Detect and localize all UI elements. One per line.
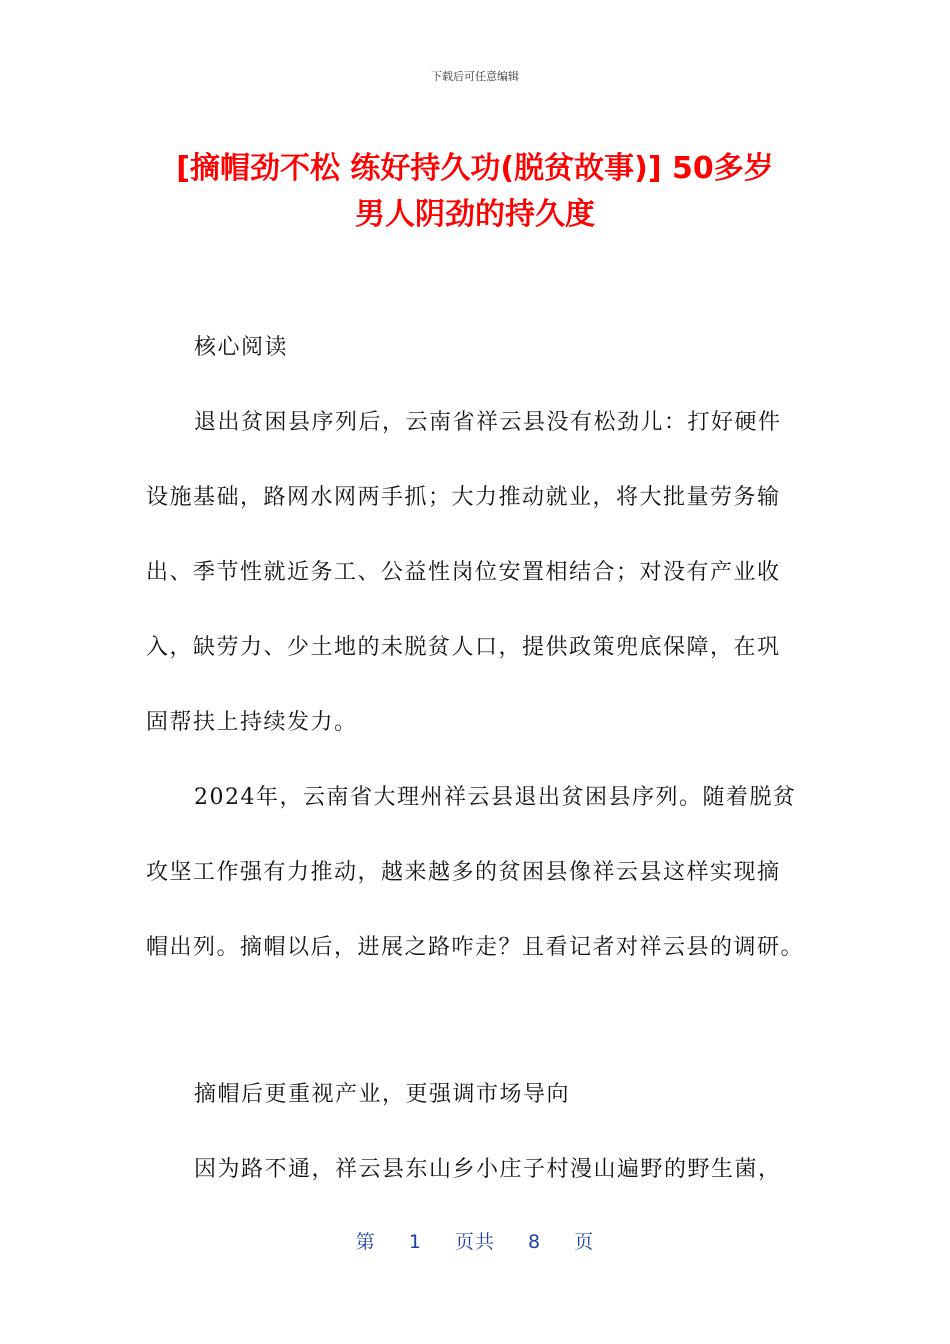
footer-suffix: 页: [574, 1231, 595, 1253]
footer-middle: 页共: [454, 1231, 495, 1253]
paragraph-2-line-1: 2024年，云南省大理州祥云县退出贫困县序列。随着脱贫: [194, 785, 797, 810]
paragraph-2-line-3: 帽出列。摘帽以后，进展之路咋走？且看记者对祥云县的调研。: [146, 935, 805, 960]
page-title: [100, 146, 850, 238]
paragraph-3-line-1: 因为路不通，祥云县东山乡小庄子村漫山遍野的野生菌，: [194, 1157, 782, 1182]
paragraph-1-line-2: 设施基础，路网水网两手抓；大力推动就业，将大批量劳务输: [146, 485, 781, 510]
paragraph-2-line-2: 攻坚工作强有力推动，越来越多的贫困县像祥云县这样实现摘: [146, 860, 781, 885]
footer-total-pages: 8: [528, 1231, 542, 1253]
title-line-1: [摘帽劲不松 练好持久功(脱贫故事)] 50多岁: [176, 151, 774, 186]
section-heading: 摘帽后更重视产业，更强调市场导向: [194, 1082, 571, 1107]
page-footer: [0, 1227, 950, 1254]
paragraph-1-line-1: 退出贫困县序列后，云南省祥云县没有松劲儿：打好硬件: [194, 410, 782, 435]
paragraph-1-line-3: 出、季节性就近务工、公益性岗位安置相结合；对没有产业收: [146, 560, 781, 585]
title-line-2: 男人阴劲的持久度: [355, 197, 595, 232]
footer-current-page: 1: [408, 1231, 422, 1253]
core-reading-heading: 核心阅读: [194, 335, 289, 360]
paragraph-1-line-5: 固帮扶上持续发力。: [146, 710, 358, 735]
header-note: 下载后可任意编辑: [431, 70, 519, 83]
paragraph-1-line-4: 入，缺劳力、少土地的未脱贫人口，提供政策兜底保障，在巩: [146, 635, 781, 660]
footer-prefix: 第: [355, 1231, 376, 1253]
